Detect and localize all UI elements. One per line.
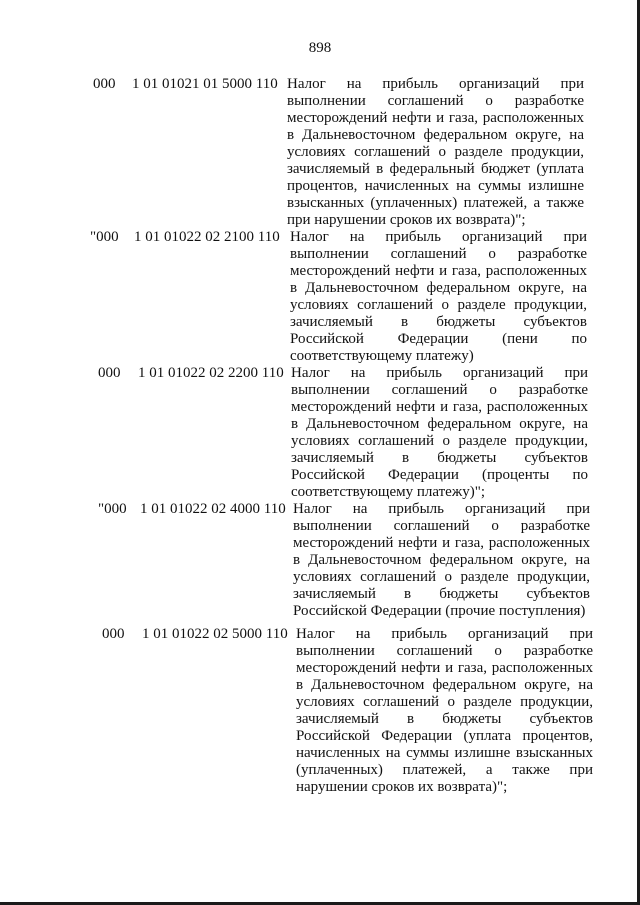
income-description: Налог на прибыль организаций при выполнении соглашений о разработке месторождений нефти и газа, расположенных в Дальневосточном федеральном округе, на условиях соглашений о разделе продукции, зачисляемый в бюджеты субъектов Российской Федерации (прочие поступления) [293, 501, 590, 619]
admin-code: "000 [98, 501, 127, 517]
admin-code: 000 [98, 365, 121, 381]
table-row [0, 76, 640, 229]
budget-classification-code: 1 01 01021 01 5000 110 [132, 76, 278, 92]
income-description: Налог на прибыль организаций при выполнении соглашений о разработке месторождений нефти и газа, расположенных в Дальневосточном федеральном округе, на условиях соглашений о разделе продукции, зачисляемый в федеральный бюджет (уплата процентов, начисленных на суммы излишне взысканных (уплаченных) платежей, а также при нарушении сроков их возврата)"; [287, 76, 584, 228]
budget-classification-code: 1 01 01022 02 5000 110 [142, 626, 288, 642]
table-row [0, 626, 640, 796]
budget-classification-code: 1 01 01022 02 2100 110 [134, 229, 280, 245]
admin-code: 000 [102, 626, 125, 642]
income-description: Налог на прибыль организаций при выполнении соглашений о разработке месторождений нефти и газа, расположенных в Дальневосточном федеральном округе, на условиях соглашений о разделе продукции, зачисляемый в бюджеты субъектов Российской Федерации (уплата процентов, начисленных на суммы излишне взысканных (уплаченных) платежей, а также при нарушении сроков их возврата)"; [296, 626, 593, 795]
page-number: 898 [308, 40, 332, 56]
income-description: Налог на прибыль организаций при выполнении соглашений о разработке месторождений нефти и газа, расположенных в Дальневосточном федеральном округе, на условиях соглашений о разделе продукции, зачисляемый в бюджеты субъектов Российской Федерации (проценты по соответствующему платежу)"; [291, 365, 588, 500]
table-row [0, 229, 640, 365]
budget-classification-code: 1 01 01022 02 4000 110 [140, 501, 286, 517]
income-description: Налог на прибыль организаций при выполнении соглашений о разработке месторождений нефти и газа, расположенных в Дальневосточном федеральном округе, на условиях соглашений о разделе продукции, зачисляемый в бюджеты субъектов Российской Федерации (пени по соответствующему платежу) [290, 229, 587, 364]
table-row [0, 365, 640, 501]
admin-code: "000 [90, 229, 119, 245]
admin-code: 000 [93, 76, 116, 92]
table-row [0, 501, 640, 620]
budget-classification-code: 1 01 01022 02 2200 110 [138, 365, 284, 381]
budget-code-table [0, 76, 640, 796]
